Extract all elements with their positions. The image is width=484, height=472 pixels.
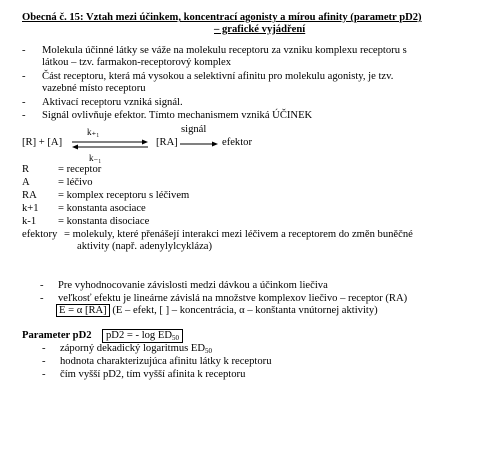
- parameter-formula: [102, 329, 183, 343]
- definition-key: A: [22, 177, 30, 188]
- document-title: Obecná č. 15: Vztah mezi účinkem, koncentrací agonisty a mírou afinity (parametr pD2): [22, 12, 422, 23]
- list-item: veľkosť efektu je lineárne závislá na množstve komplexov liečivo – receptor (RA): [58, 293, 408, 304]
- list-item-text: záporný dekadický logaritmus ED: [60, 343, 206, 354]
- list-item-subscript: 50: [205, 347, 213, 355]
- document-subtitle: – grafické vyjádření: [214, 24, 306, 35]
- list-item: [60, 343, 484, 355]
- list-item: Pre vyhodnocovanie závislosti medzi dávkou a účinkom liečiva: [58, 280, 328, 291]
- definition-value: = komplex receptoru s léčivem: [58, 190, 190, 201]
- equation-complex: [RA]: [156, 137, 178, 148]
- rate-constant-forward: k₊₁: [87, 127, 100, 137]
- definition-value: = receptor: [58, 164, 102, 175]
- bullet-marker: -: [40, 293, 44, 304]
- list-item: Molekula účinné látky se váže na molekulu receptoru za vzniku komplexu receptoru s: [42, 45, 407, 56]
- definition-key: RA: [22, 190, 37, 201]
- formula-explanation: (E – efekt, [ ] – koncentrácia, α – konštanta vnútornej aktivity): [112, 305, 378, 316]
- bullet-marker: -: [22, 71, 26, 82]
- definition-key: k-1: [22, 216, 37, 227]
- equation-effector: efektor: [222, 137, 252, 148]
- bullet-marker: -: [40, 280, 44, 291]
- signal-arrow-icon: [180, 139, 220, 149]
- rate-constant-reverse: k₋₁: [89, 153, 102, 163]
- definition-value: = konstanta disociace: [58, 216, 150, 227]
- parameter-formula-text: pD2 = - log ED: [106, 330, 172, 341]
- definition-value: = molekuly, které přenášejí interakci mezi léčivem a receptorem do změn buněčné: [64, 229, 413, 240]
- effect-formula: E = α [RA]: [56, 304, 110, 317]
- parameter-formula-subscript: 50: [172, 334, 179, 342]
- formula-line: [56, 305, 378, 317]
- bullet-marker: -: [22, 45, 26, 56]
- list-item: Část receptoru, která má vysokou a selektivní afinitu pro molekulu agonisty, je tzv.: [42, 71, 394, 82]
- bullet-marker: -: [22, 110, 26, 121]
- list-item: čím vyšší pD2, tím vyšší afinita k receptoru: [60, 369, 246, 380]
- definition-value: = léčivo: [58, 177, 93, 188]
- list-item-continuation: vazebné místo receptoru: [42, 83, 146, 94]
- equation-reactants: [R] + [A]: [22, 137, 63, 148]
- parameter-label: Parameter pD2: [22, 330, 92, 341]
- bullet-marker: -: [22, 97, 26, 108]
- bullet-marker: -: [42, 369, 46, 380]
- list-item: hodnota charakterizujúca afinitu látky k receptoru: [60, 356, 272, 367]
- definition-key: k+1: [22, 203, 39, 214]
- definition-value-continuation: aktivity (např. adenylylcykláza): [77, 241, 213, 252]
- bullet-marker: -: [42, 356, 46, 367]
- definition-key: R: [22, 164, 30, 175]
- equilibrium-arrows-icon: [70, 138, 150, 152]
- signal-label: signál: [181, 124, 207, 135]
- list-item-continuation: látkou – tzv. farmakon-receptorový komplex: [42, 57, 232, 68]
- definition-key: efektory: [22, 229, 58, 240]
- definition-value: = konstanta asociace: [58, 203, 146, 214]
- list-item: Aktivací receptoru vzniká signál.: [42, 97, 183, 108]
- list-item: Signál ovlivňuje efektor. Tímto mechanismem vzniká ÚČINEK: [42, 110, 313, 121]
- bullet-marker: -: [42, 343, 46, 354]
